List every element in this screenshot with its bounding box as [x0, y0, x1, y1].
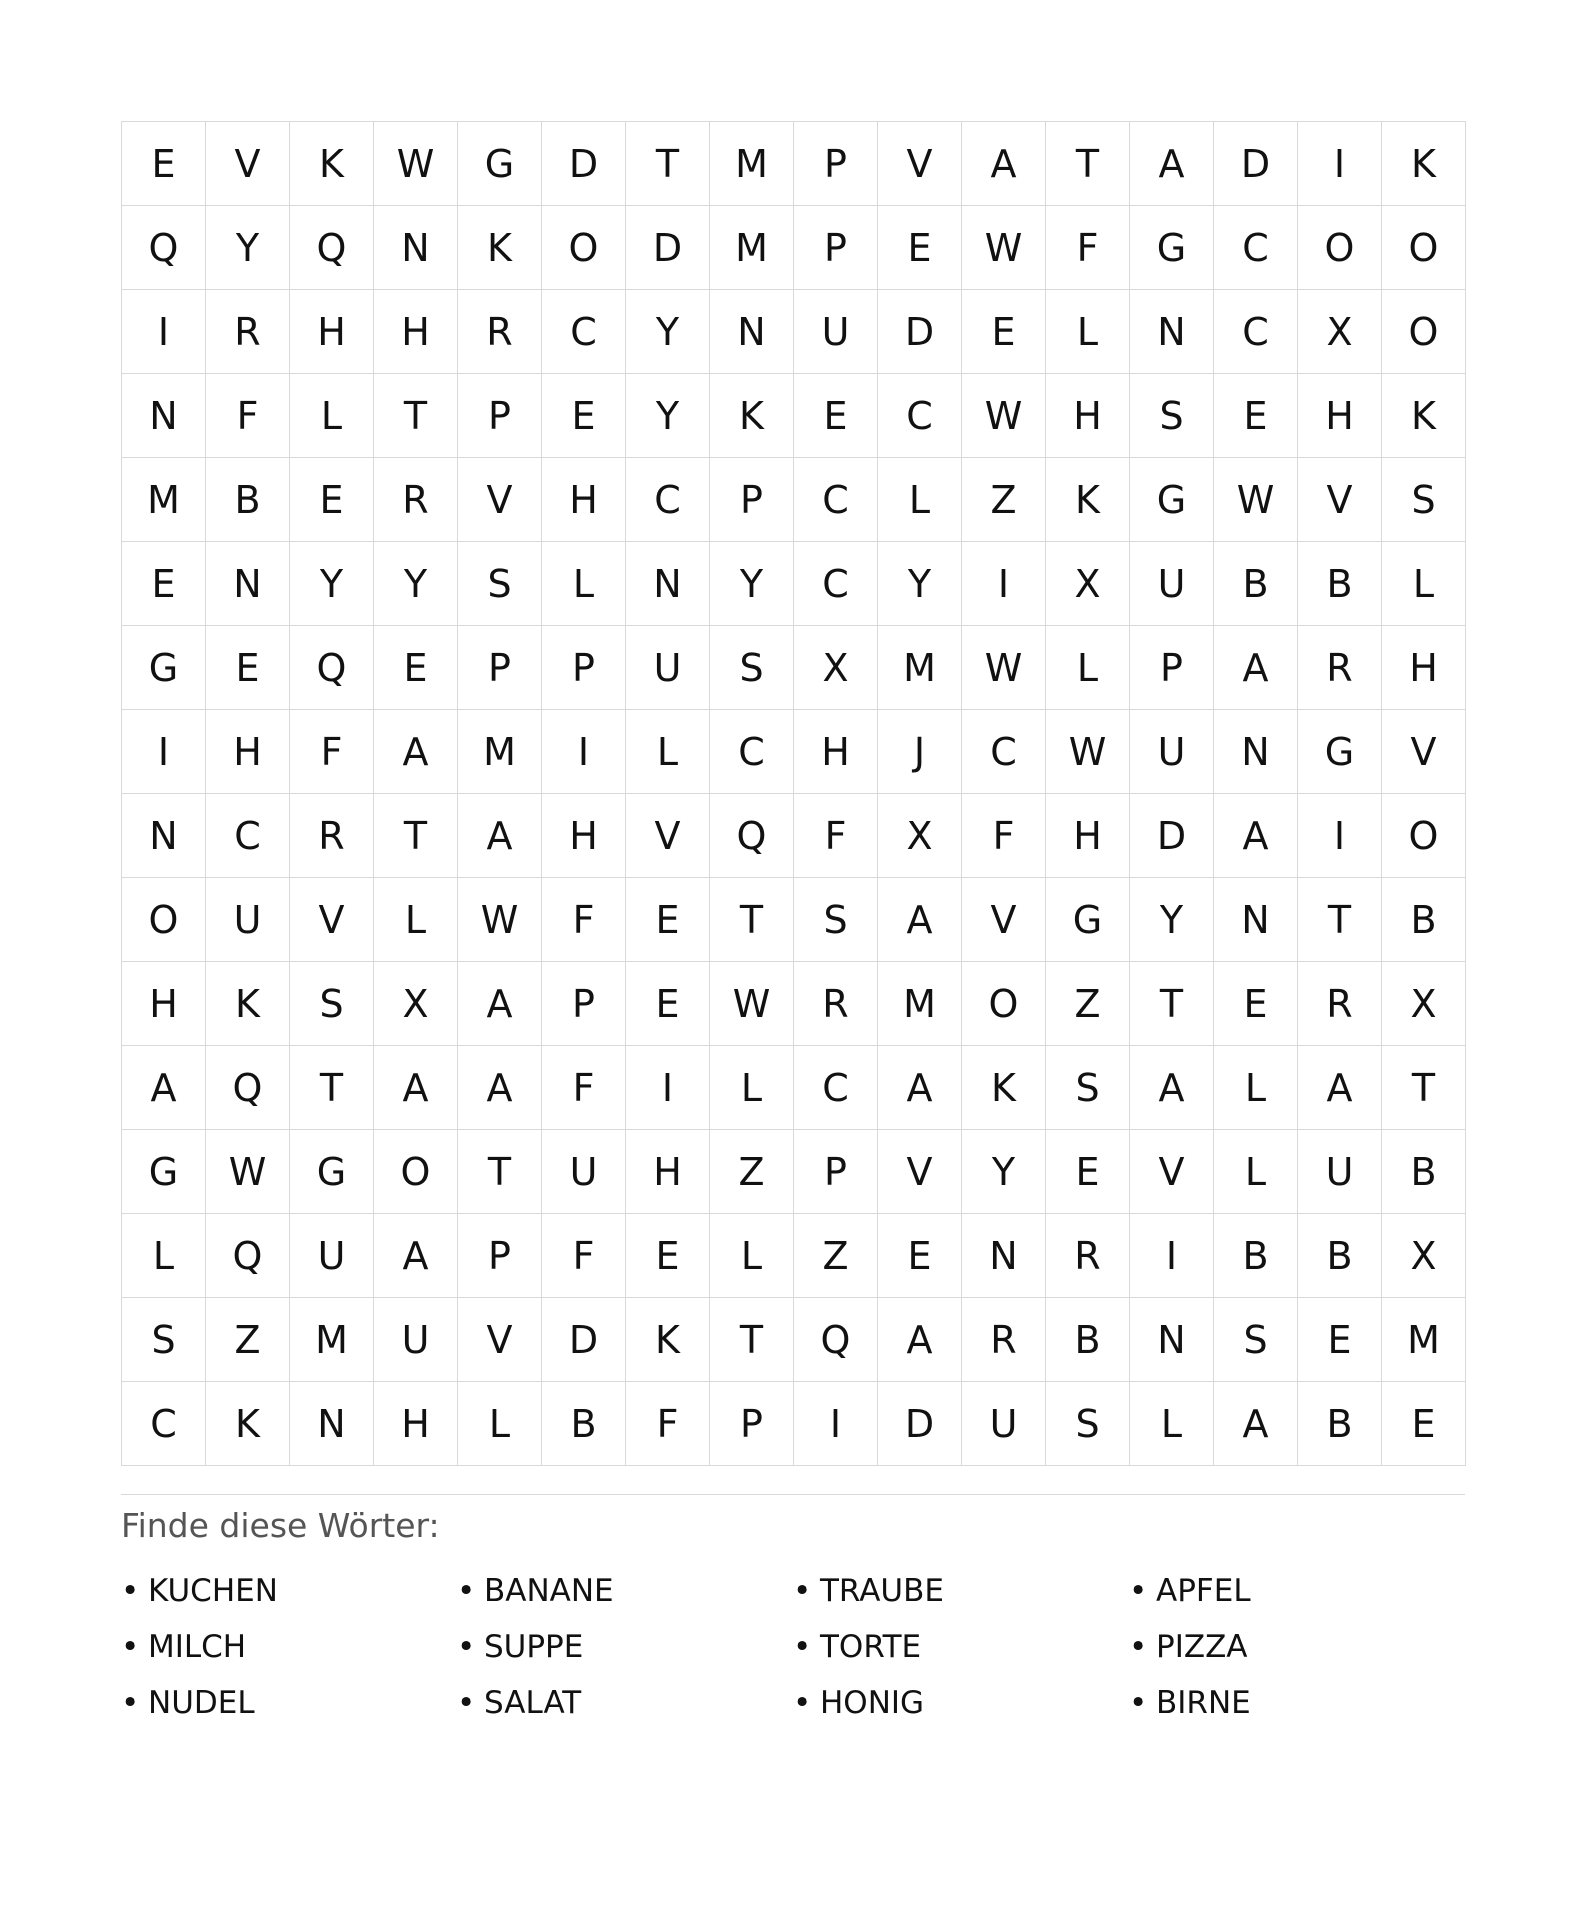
grid-cell[interactable]: Z — [1046, 962, 1130, 1046]
word-list-item — [793, 1619, 1129, 1675]
grid-cell[interactable]: X — [794, 626, 878, 710]
grid-cell[interactable]: E — [122, 122, 206, 206]
grid-cell[interactable]: D — [878, 1382, 962, 1466]
bullet-icon: • — [121, 1685, 140, 1721]
grid-cell[interactable]: Q — [290, 206, 374, 290]
grid-cell[interactable]: T — [1298, 878, 1382, 962]
grid-cell[interactable]: O — [1382, 206, 1466, 290]
grid-cell[interactable]: E — [374, 626, 458, 710]
grid-cell[interactable]: N — [962, 1214, 1046, 1298]
grid-cell[interactable]: M — [878, 626, 962, 710]
grid-cell[interactable]: T — [626, 122, 710, 206]
grid-cell[interactable]: G — [290, 1130, 374, 1214]
word-list-item — [121, 1619, 457, 1675]
grid-cell[interactable]: E — [1382, 1382, 1466, 1466]
grid-cell[interactable]: Y — [374, 542, 458, 626]
grid-cell[interactable]: O — [122, 878, 206, 962]
grid-cell[interactable]: F — [626, 1382, 710, 1466]
grid-cell[interactable]: C — [794, 458, 878, 542]
grid-cell[interactable]: A — [1298, 1046, 1382, 1130]
grid-cell[interactable]: D — [542, 1298, 626, 1382]
grid-cell[interactable]: L — [1214, 1046, 1298, 1130]
grid-cell[interactable]: B — [1298, 1382, 1382, 1466]
bullet-icon: • — [1129, 1573, 1148, 1609]
grid-cell[interactable]: L — [458, 1382, 542, 1466]
grid-cell[interactable]: P — [710, 458, 794, 542]
grid-cell[interactable]: L — [710, 1046, 794, 1130]
grid-cell[interactable]: N — [1130, 290, 1214, 374]
grid-cell[interactable]: F — [290, 710, 374, 794]
bullet-icon: • — [1129, 1629, 1148, 1665]
grid-cell[interactable]: H — [1046, 374, 1130, 458]
grid-cell[interactable]: Y — [626, 374, 710, 458]
grid-cell[interactable]: B — [1382, 1130, 1466, 1214]
grid-cell[interactable]: X — [878, 794, 962, 878]
grid-cell[interactable]: Y — [962, 1130, 1046, 1214]
bullet-icon: • — [457, 1629, 476, 1665]
word-list — [121, 1563, 1465, 1731]
grid-cell[interactable]: V — [962, 878, 1046, 962]
grid-cell[interactable]: W — [206, 1130, 290, 1214]
grid-cell[interactable]: I — [542, 710, 626, 794]
word-list-item — [793, 1675, 1129, 1731]
grid-cell[interactable]: F — [542, 1214, 626, 1298]
word-list-item — [1129, 1675, 1465, 1731]
word-list-item — [457, 1563, 793, 1619]
grid-cell[interactable]: P — [794, 1130, 878, 1214]
grid-cell[interactable]: T — [290, 1046, 374, 1130]
grid-cell[interactable]: P — [542, 626, 626, 710]
grid-cell[interactable]: B — [1046, 1298, 1130, 1382]
grid-cell[interactable]: H — [794, 710, 878, 794]
grid-cell[interactable]: H — [1046, 794, 1130, 878]
grid-cell[interactable]: X — [374, 962, 458, 1046]
grid-cell[interactable]: V — [878, 122, 962, 206]
grid-cell[interactable]: V — [1130, 1130, 1214, 1214]
grid-cell[interactable]: E — [794, 374, 878, 458]
divider — [121, 1494, 1465, 1495]
grid-cell[interactable]: A — [122, 1046, 206, 1130]
grid-cell[interactable]: D — [1130, 794, 1214, 878]
word-label: SUPPE — [484, 1629, 584, 1665]
word-search-puzzle — [121, 121, 1465, 1731]
grid-cell[interactable]: O — [542, 206, 626, 290]
grid-cell[interactable]: I — [962, 542, 1046, 626]
grid-cell[interactable]: T — [710, 878, 794, 962]
grid-cell[interactable]: B — [1298, 542, 1382, 626]
grid-cell[interactable]: O — [962, 962, 1046, 1046]
grid-cell[interactable]: T — [1382, 1046, 1466, 1130]
grid-cell[interactable]: C — [1214, 290, 1298, 374]
grid-cell[interactable]: K — [290, 122, 374, 206]
word-list-item — [121, 1563, 457, 1619]
grid-cell[interactable]: W — [1214, 458, 1298, 542]
grid-cell[interactable]: L — [710, 1214, 794, 1298]
grid-cell[interactable]: E — [1298, 1298, 1382, 1382]
grid-cell[interactable]: V — [206, 122, 290, 206]
grid-cell[interactable]: G — [1130, 206, 1214, 290]
grid-cell[interactable]: O — [1382, 794, 1466, 878]
grid-cell[interactable]: R — [458, 290, 542, 374]
grid-cell[interactable]: W — [710, 962, 794, 1046]
word-list-item — [457, 1675, 793, 1731]
grid-cell[interactable]: E — [878, 1214, 962, 1298]
grid-cell[interactable]: N — [1214, 878, 1298, 962]
grid-cell[interactable]: F — [962, 794, 1046, 878]
grid-cell[interactable]: L — [1130, 1382, 1214, 1466]
grid-cell[interactable]: O — [374, 1130, 458, 1214]
grid-cell[interactable]: R — [206, 290, 290, 374]
word-label: NUDEL — [148, 1685, 255, 1721]
grid-cell[interactable]: S — [458, 542, 542, 626]
grid-cell[interactable]: N — [626, 542, 710, 626]
grid-cell[interactable]: H — [206, 710, 290, 794]
grid-cell[interactable]: M — [710, 206, 794, 290]
letter-grid — [121, 121, 1466, 1466]
grid-cell[interactable]: U — [626, 626, 710, 710]
grid-cell[interactable]: E — [290, 458, 374, 542]
grid-cell[interactable]: X — [1382, 962, 1466, 1046]
grid-cell[interactable]: H — [1298, 374, 1382, 458]
bullet-icon: • — [793, 1629, 812, 1665]
grid-cell[interactable]: W — [1046, 710, 1130, 794]
grid-cell[interactable]: A — [374, 1214, 458, 1298]
word-label: HONIG — [820, 1685, 925, 1721]
grid-cell[interactable]: Y — [206, 206, 290, 290]
grid-cell[interactable]: B — [1214, 1214, 1298, 1298]
grid-cell[interactable]: E — [626, 962, 710, 1046]
grid-cell[interactable]: S — [1214, 1298, 1298, 1382]
grid-cell[interactable]: Z — [710, 1130, 794, 1214]
grid-cell[interactable]: K — [206, 1382, 290, 1466]
grid-cell[interactable]: V — [1382, 710, 1466, 794]
grid-cell[interactable]: S — [794, 878, 878, 962]
grid-cell[interactable]: K — [962, 1046, 1046, 1130]
grid-cell[interactable]: E — [962, 290, 1046, 374]
grid-cell[interactable]: A — [878, 1046, 962, 1130]
grid-cell[interactable]: S — [710, 626, 794, 710]
grid-cell[interactable]: M — [710, 122, 794, 206]
grid-cell[interactable]: H — [1382, 626, 1466, 710]
grid-cell[interactable]: M — [458, 710, 542, 794]
grid-cell[interactable]: D — [1214, 122, 1298, 206]
grid-cell[interactable]: A — [374, 1046, 458, 1130]
grid-cell[interactable]: D — [542, 122, 626, 206]
grid-cell[interactable]: X — [1382, 1214, 1466, 1298]
grid-cell[interactable]: S — [1130, 374, 1214, 458]
grid-cell[interactable]: I — [1130, 1214, 1214, 1298]
grid-cell[interactable]: F — [794, 794, 878, 878]
grid-cell[interactable]: Q — [710, 794, 794, 878]
grid-cell[interactable]: P — [1130, 626, 1214, 710]
grid-cell[interactable]: P — [458, 1214, 542, 1298]
grid-cell[interactable]: N — [710, 290, 794, 374]
grid-cell[interactable]: A — [878, 1298, 962, 1382]
grid-cell[interactable]: Y — [710, 542, 794, 626]
grid-cell[interactable]: D — [878, 290, 962, 374]
grid-cell[interactable]: U — [542, 1130, 626, 1214]
word-list-item — [1129, 1619, 1465, 1675]
grid-cell[interactable]: S — [290, 962, 374, 1046]
grid-cell[interactable]: W — [458, 878, 542, 962]
grid-cell[interactable]: Q — [122, 206, 206, 290]
grid-cell[interactable]: N — [290, 1382, 374, 1466]
grid-cell[interactable]: Z — [794, 1214, 878, 1298]
grid-cell[interactable]: A — [458, 794, 542, 878]
grid-cell[interactable]: M — [290, 1298, 374, 1382]
grid-cell[interactable]: H — [374, 290, 458, 374]
word-list-item — [793, 1563, 1129, 1619]
grid-cell[interactable]: V — [458, 458, 542, 542]
grid-cell[interactable]: E — [1214, 374, 1298, 458]
grid-cell[interactable]: T — [374, 794, 458, 878]
word-label: TORTE — [820, 1629, 922, 1665]
grid-cell[interactable]: N — [122, 374, 206, 458]
bullet-icon: • — [793, 1685, 812, 1721]
grid-cell[interactable]: C — [962, 710, 1046, 794]
grid-cell[interactable]: C — [122, 1382, 206, 1466]
grid-cell[interactable]: B — [542, 1382, 626, 1466]
grid-cell[interactable]: E — [1046, 1130, 1130, 1214]
grid-cell[interactable]: L — [122, 1214, 206, 1298]
grid-cell[interactable]: O — [1382, 290, 1466, 374]
grid-cell[interactable]: L — [542, 542, 626, 626]
grid-cell[interactable]: H — [290, 290, 374, 374]
grid-cell[interactable]: N — [1130, 1298, 1214, 1382]
grid-cell[interactable]: E — [206, 626, 290, 710]
grid-cell[interactable]: Q — [206, 1046, 290, 1130]
grid-cell[interactable]: C — [626, 458, 710, 542]
grid-cell[interactable]: C — [1214, 206, 1298, 290]
grid-cell[interactable]: P — [458, 374, 542, 458]
grid-cell[interactable]: U — [374, 1298, 458, 1382]
grid-cell[interactable]: Y — [290, 542, 374, 626]
grid-cell[interactable]: L — [1214, 1130, 1298, 1214]
grid-cell[interactable]: B — [206, 458, 290, 542]
grid-cell[interactable]: Y — [878, 542, 962, 626]
grid-cell[interactable]: R — [290, 794, 374, 878]
grid-cell[interactable]: R — [374, 458, 458, 542]
grid-cell[interactable]: A — [1214, 794, 1298, 878]
grid-cell[interactable]: U — [962, 1382, 1046, 1466]
grid-cell[interactable]: L — [374, 878, 458, 962]
grid-cell[interactable]: H — [374, 1382, 458, 1466]
grid-cell[interactable]: G — [122, 626, 206, 710]
grid-cell[interactable]: E — [878, 206, 962, 290]
grid-cell[interactable]: N — [1214, 710, 1298, 794]
grid-cell[interactable]: D — [626, 206, 710, 290]
grid-cell[interactable]: G — [122, 1130, 206, 1214]
grid-cell[interactable]: R — [1298, 962, 1382, 1046]
grid-cell[interactable]: V — [290, 878, 374, 962]
grid-cell[interactable]: R — [1046, 1214, 1130, 1298]
grid-cell[interactable]: H — [626, 1130, 710, 1214]
bullet-icon: • — [121, 1573, 140, 1609]
grid-cell[interactable]: C — [878, 374, 962, 458]
grid-cell[interactable]: N — [206, 542, 290, 626]
grid-cell[interactable]: R — [794, 962, 878, 1046]
grid-cell[interactable]: T — [1130, 962, 1214, 1046]
grid-cell[interactable]: C — [206, 794, 290, 878]
grid-cell[interactable]: I — [1298, 122, 1382, 206]
grid-cell[interactable]: C — [710, 710, 794, 794]
grid-cell[interactable]: A — [1130, 122, 1214, 206]
grid-cell[interactable]: R — [1298, 626, 1382, 710]
grid-cell[interactable]: Q — [206, 1214, 290, 1298]
grid-cell[interactable]: L — [626, 710, 710, 794]
grid-cell[interactable]: A — [878, 878, 962, 962]
word-list-heading: Finde diese Wörter: — [121, 1506, 440, 1545]
grid-cell[interactable]: K — [1382, 374, 1466, 458]
grid-cell[interactable]: S — [1046, 1382, 1130, 1466]
grid-cell[interactable]: P — [542, 962, 626, 1046]
grid-cell[interactable]: S — [122, 1298, 206, 1382]
grid-cell[interactable]: S — [1382, 458, 1466, 542]
grid-cell[interactable]: W — [962, 626, 1046, 710]
word-list-item — [121, 1675, 457, 1731]
grid-cell[interactable]: I — [122, 290, 206, 374]
word-label: MILCH — [148, 1629, 247, 1665]
grid-cell[interactable]: U — [290, 1214, 374, 1298]
grid-cell[interactable]: E — [626, 1214, 710, 1298]
grid-cell[interactable]: K — [206, 962, 290, 1046]
grid-cell[interactable]: I — [794, 1382, 878, 1466]
grid-cell[interactable]: X — [1046, 542, 1130, 626]
grid-cell[interactable]: I — [1298, 794, 1382, 878]
grid-cell[interactable]: G — [1298, 710, 1382, 794]
word-label: BANANE — [484, 1573, 614, 1609]
grid-cell[interactable]: K — [1046, 458, 1130, 542]
grid-cell[interactable]: P — [794, 122, 878, 206]
grid-cell[interactable]: L — [1046, 626, 1130, 710]
grid-cell[interactable]: M — [878, 962, 962, 1046]
grid-cell[interactable]: A — [1214, 1382, 1298, 1466]
grid-cell[interactable]: K — [626, 1298, 710, 1382]
grid-cell[interactable]: W — [962, 374, 1046, 458]
grid-cell[interactable]: U — [1298, 1130, 1382, 1214]
grid-cell[interactable]: G — [1046, 878, 1130, 962]
word-label: BIRNE — [1156, 1685, 1251, 1721]
grid-cell[interactable]: F — [1046, 206, 1130, 290]
grid-cell[interactable]: T — [1046, 122, 1130, 206]
grid-cell[interactable]: Y — [626, 290, 710, 374]
grid-cell[interactable]: U — [1130, 542, 1214, 626]
grid-cell[interactable]: U — [1130, 710, 1214, 794]
word-label: TRAUBE — [820, 1573, 944, 1609]
grid-cell[interactable]: C — [542, 290, 626, 374]
grid-cell[interactable]: L — [290, 374, 374, 458]
grid-cell[interactable]: X — [1298, 290, 1382, 374]
grid-cell[interactable]: T — [458, 1130, 542, 1214]
bullet-icon: • — [121, 1629, 140, 1665]
grid-cell[interactable]: V — [1298, 458, 1382, 542]
grid-cell[interactable]: Q — [290, 626, 374, 710]
grid-cell[interactable]: R — [962, 1298, 1046, 1382]
grid-cell[interactable]: J — [878, 710, 962, 794]
grid-cell[interactable]: H — [122, 962, 206, 1046]
grid-cell[interactable]: K — [458, 206, 542, 290]
grid-cell[interactable]: I — [122, 710, 206, 794]
word-label: KUCHEN — [148, 1573, 278, 1609]
grid-cell[interactable]: S — [1046, 1046, 1130, 1130]
grid-cell[interactable]: T — [710, 1298, 794, 1382]
grid-cell[interactable]: Y — [1130, 878, 1214, 962]
bullet-icon: • — [457, 1685, 476, 1721]
bullet-icon: • — [793, 1573, 812, 1609]
grid-cell[interactable]: N — [374, 206, 458, 290]
grid-cell[interactable]: U — [206, 878, 290, 962]
word-list-item — [457, 1619, 793, 1675]
grid-cell[interactable]: A — [1214, 626, 1298, 710]
grid-cell[interactable]: O — [1298, 206, 1382, 290]
grid-cell[interactable]: V — [626, 794, 710, 878]
grid-cell[interactable]: A — [458, 1046, 542, 1130]
grid-cell[interactable]: F — [542, 1046, 626, 1130]
grid-cell[interactable]: M — [122, 458, 206, 542]
grid-cell[interactable]: C — [794, 1046, 878, 1130]
grid-cell[interactable]: V — [458, 1298, 542, 1382]
bullet-icon: • — [457, 1573, 476, 1609]
grid-cell[interactable]: Z — [206, 1298, 290, 1382]
grid-cell[interactable]: V — [878, 1130, 962, 1214]
grid-cell[interactable]: M — [1382, 1298, 1466, 1382]
grid-cell[interactable]: E — [122, 542, 206, 626]
grid-cell[interactable]: H — [542, 794, 626, 878]
grid-cell[interactable]: H — [542, 458, 626, 542]
grid-cell[interactable]: A — [1130, 1046, 1214, 1130]
grid-cell[interactable]: P — [794, 206, 878, 290]
word-label: APFEL — [1156, 1573, 1251, 1609]
grid-cell[interactable]: F — [206, 374, 290, 458]
grid-cell[interactable]: E — [626, 878, 710, 962]
grid-cell[interactable]: B — [1382, 878, 1466, 962]
grid-cell[interactable]: P — [458, 626, 542, 710]
grid-cell[interactable]: A — [962, 122, 1046, 206]
grid-cell[interactable]: W — [374, 122, 458, 206]
grid-cell[interactable]: T — [374, 374, 458, 458]
grid-cell[interactable]: Q — [794, 1298, 878, 1382]
grid-cell[interactable]: A — [374, 710, 458, 794]
grid-cell[interactable]: L — [1046, 290, 1130, 374]
grid-cell[interactable]: L — [1382, 542, 1466, 626]
grid-cell[interactable]: L — [878, 458, 962, 542]
grid-cell[interactable]: E — [1214, 962, 1298, 1046]
grid-cell[interactable]: G — [1130, 458, 1214, 542]
grid-cell[interactable]: F — [542, 878, 626, 962]
grid-cell[interactable]: B — [1214, 542, 1298, 626]
grid-cell[interactable]: W — [962, 206, 1046, 290]
grid-cell[interactable]: Z — [962, 458, 1046, 542]
bullet-icon: • — [1129, 1685, 1148, 1721]
grid-cell[interactable]: P — [710, 1382, 794, 1466]
grid-cell[interactable]: E — [542, 374, 626, 458]
grid-cell[interactable]: K — [710, 374, 794, 458]
grid-cell[interactable]: N — [122, 794, 206, 878]
word-label: PIZZA — [1156, 1629, 1248, 1665]
grid-cell[interactable]: G — [458, 122, 542, 206]
grid-cell[interactable]: C — [794, 542, 878, 626]
grid-cell[interactable]: K — [1382, 122, 1466, 206]
grid-cell[interactable]: B — [1298, 1214, 1382, 1298]
word-list-item — [1129, 1563, 1465, 1619]
grid-cell[interactable]: I — [626, 1046, 710, 1130]
grid-cell[interactable]: U — [794, 290, 878, 374]
grid-cell[interactable]: A — [458, 962, 542, 1046]
word-label: SALAT — [484, 1685, 582, 1721]
